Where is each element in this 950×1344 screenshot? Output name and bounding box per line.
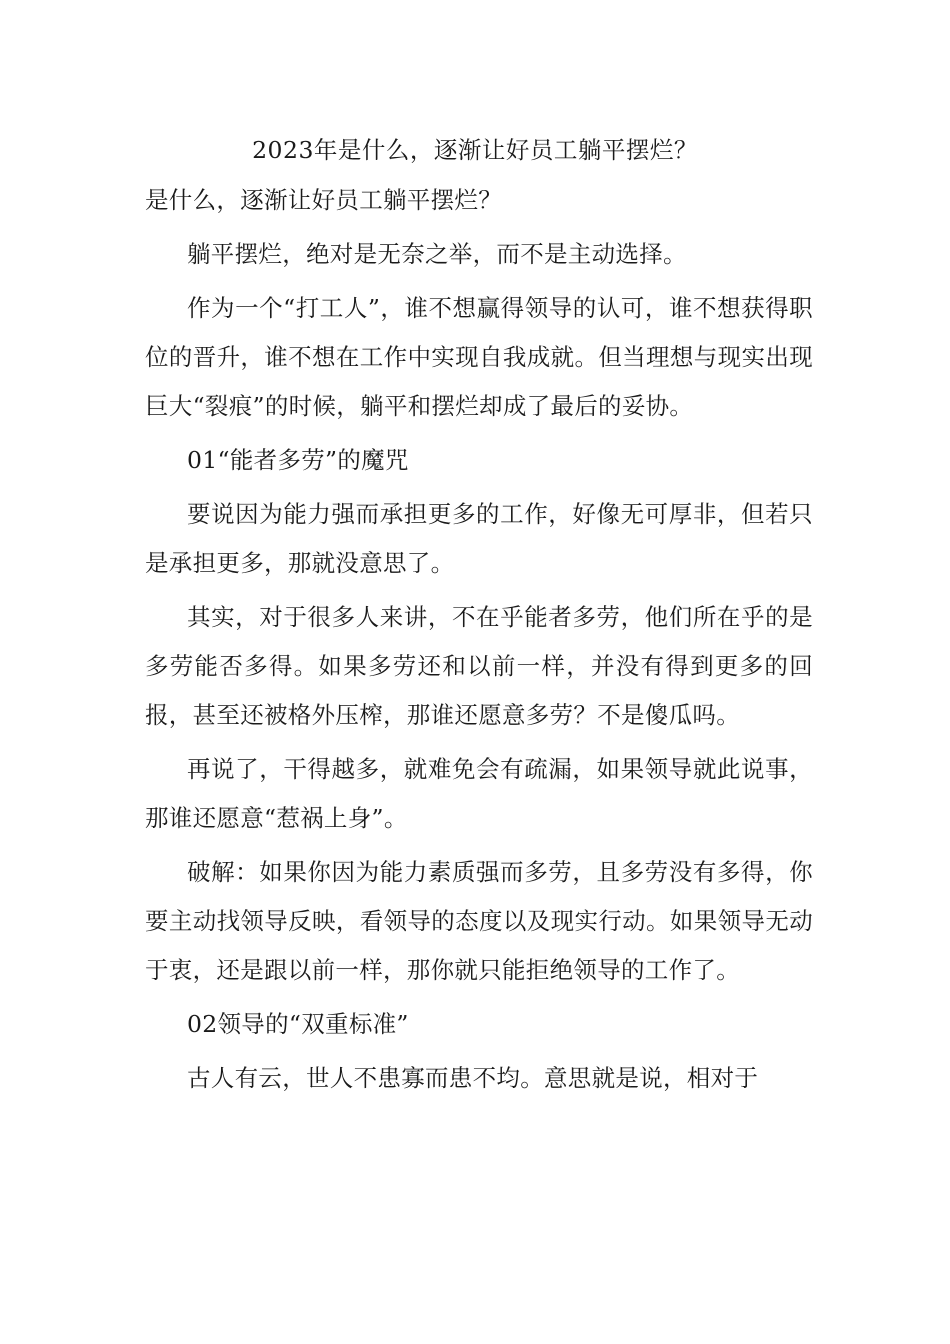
- body-paragraph: 其实，对于很多人来讲，不在乎能者多劳，他们所在乎的是多劳能否多得。如果多劳还和以前一样，并没有得到更多的回报，甚至还被格外压榨，那谁还愿意多劳？不是傻瓜吗。: [145, 603, 813, 729]
- section-heading-02: 02领导的“双重标准”: [187, 1010, 409, 1038]
- subtitle-paragraph: 是什么，逐渐让好员工躺平摆烂？: [145, 186, 502, 214]
- body-paragraph: 破解：如果你因为能力素质强而多劳，且多劳没有多得，你要主动找领导反映，看领导的态度以及现实行动。如果领导无动于衷，还是跟以前一样，那你就只能拒绝领导的工作了。: [145, 858, 813, 984]
- body-paragraph: 再说了，干得越多，就难免会有疏漏，如果领导就此说事，那谁还愿意“惹祸上身”。: [145, 755, 813, 832]
- section-heading-01: 01“能者多劳”的魔咒: [187, 446, 409, 474]
- body-paragraph: 作为一个“打工人”，谁不想赢得领导的认可，谁不想获得职位的晋升，谁不想在工作中实现自我成就。但当理想与现实出现巨大“裂痕”的时候，躺平和摆烂却成了最后的妥协。: [145, 294, 813, 420]
- body-paragraph: 古人有云，世人不患寡而患不均。意思就是说，相对于: [187, 1064, 759, 1092]
- document-title: 2023年是什么，逐渐让好员工躺平摆烂？: [252, 136, 698, 164]
- document-body: [145, 176, 813, 1108]
- body-paragraph: 要说因为能力强而承担更多的工作，好像无可厚非，但若只是承担更多，那就没意思了。: [145, 500, 813, 577]
- body-paragraph: 躺平摆烂，绝对是无奈之举，而不是主动选择。: [187, 240, 687, 268]
